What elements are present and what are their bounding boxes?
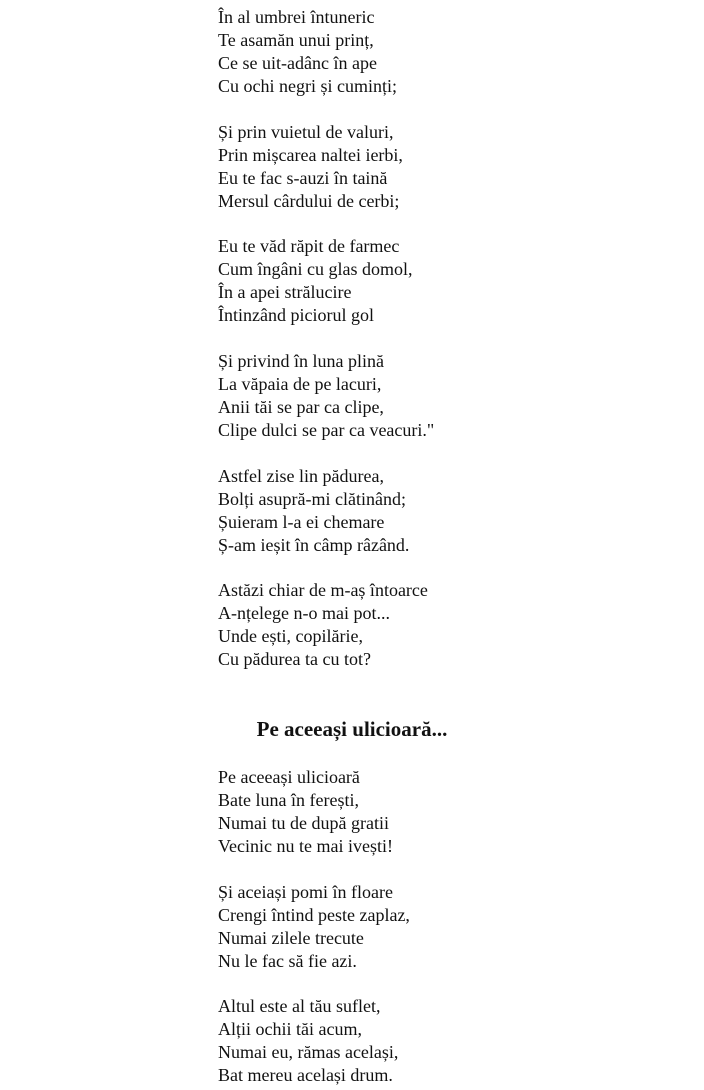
poem-line: Crengi întind peste zaplaz, bbox=[218, 905, 410, 925]
poem-line: Întinzând piciorul gol bbox=[218, 305, 374, 325]
poem-line: Șuieram l-a ei chemare bbox=[218, 512, 385, 532]
poem-line: Altul este al tău suflet, bbox=[218, 996, 381, 1016]
poem-line: Bolți asupră-mi clătinând; bbox=[218, 489, 406, 509]
poem-line: Cu pădurea ta cu tot? bbox=[218, 649, 371, 669]
poem-line: În al umbrei întuneric bbox=[218, 7, 375, 27]
poem-title: Pe aceeași ulicioară... bbox=[256, 717, 448, 741]
poem-line: Pe aceeași ulicioară bbox=[218, 767, 360, 787]
poem-line: Cu ochi negri și cuminți; bbox=[218, 76, 397, 96]
poem2-stanza bbox=[218, 995, 398, 1087]
poem-line: Alții ochii tăi acum, bbox=[218, 1019, 362, 1039]
poem1-stanza bbox=[218, 6, 397, 98]
poem-line: Eu te fac s-auzi în taină bbox=[218, 168, 388, 188]
poem-line: Cum îngâni cu glas domol, bbox=[218, 259, 413, 279]
poem1-stanza bbox=[218, 121, 403, 213]
poem-line: Nu le fac să fie azi. bbox=[218, 951, 357, 971]
poem-line: Numai zilele trecute bbox=[218, 928, 364, 948]
poem-line: Și privind în luna plină bbox=[218, 351, 384, 371]
poem1-stanza bbox=[218, 579, 428, 671]
poem1-stanza bbox=[218, 350, 434, 442]
poem-line: Astfel zise lin pădurea, bbox=[218, 466, 384, 486]
poem-line: Bat mereu același drum. bbox=[218, 1065, 393, 1085]
poem-line: Ș-am ieșit în câmp râzând. bbox=[218, 535, 410, 555]
poem-line: Bate luna în ferești, bbox=[218, 790, 359, 810]
poem-line: Numai tu de după gratii bbox=[218, 813, 389, 833]
poem-line: Prin mișcarea naltei ierbi, bbox=[218, 145, 403, 165]
poem-line: Unde ești, copilărie, bbox=[218, 626, 363, 646]
poem-line: Numai eu, rămas același, bbox=[218, 1042, 399, 1062]
poem-line: Clipe dulci se par ca veacuri." bbox=[218, 420, 435, 440]
poem-line: În a apei strălucire bbox=[218, 282, 352, 302]
poem-line: Anii tăi se par ca clipe, bbox=[218, 397, 384, 417]
poem2-stanza bbox=[218, 766, 393, 858]
poem-line: Ce se uit-adânc în ape bbox=[218, 53, 377, 73]
poem-line: La văpaia de pe lacuri, bbox=[218, 374, 382, 394]
poem1-stanza bbox=[218, 235, 412, 327]
poem-line: Mersul cârdului de cerbi; bbox=[218, 191, 400, 211]
poem-line: A-nțelege n-o mai pot... bbox=[218, 603, 390, 623]
poem1-stanza bbox=[218, 465, 409, 557]
poem-line: Vecinic nu te mai ivești! bbox=[218, 836, 393, 856]
poem-line: Astăzi chiar de m-aș întoarce bbox=[218, 580, 428, 600]
poem-line: Eu te văd răpit de farmec bbox=[218, 236, 400, 256]
poem2-stanza bbox=[218, 881, 410, 973]
poem-line: Și aceiași pomi în floare bbox=[218, 882, 393, 902]
poem-line: Te asamăn unui prinț, bbox=[218, 30, 374, 50]
poem-line: Și prin vuietul de valuri, bbox=[218, 122, 394, 142]
